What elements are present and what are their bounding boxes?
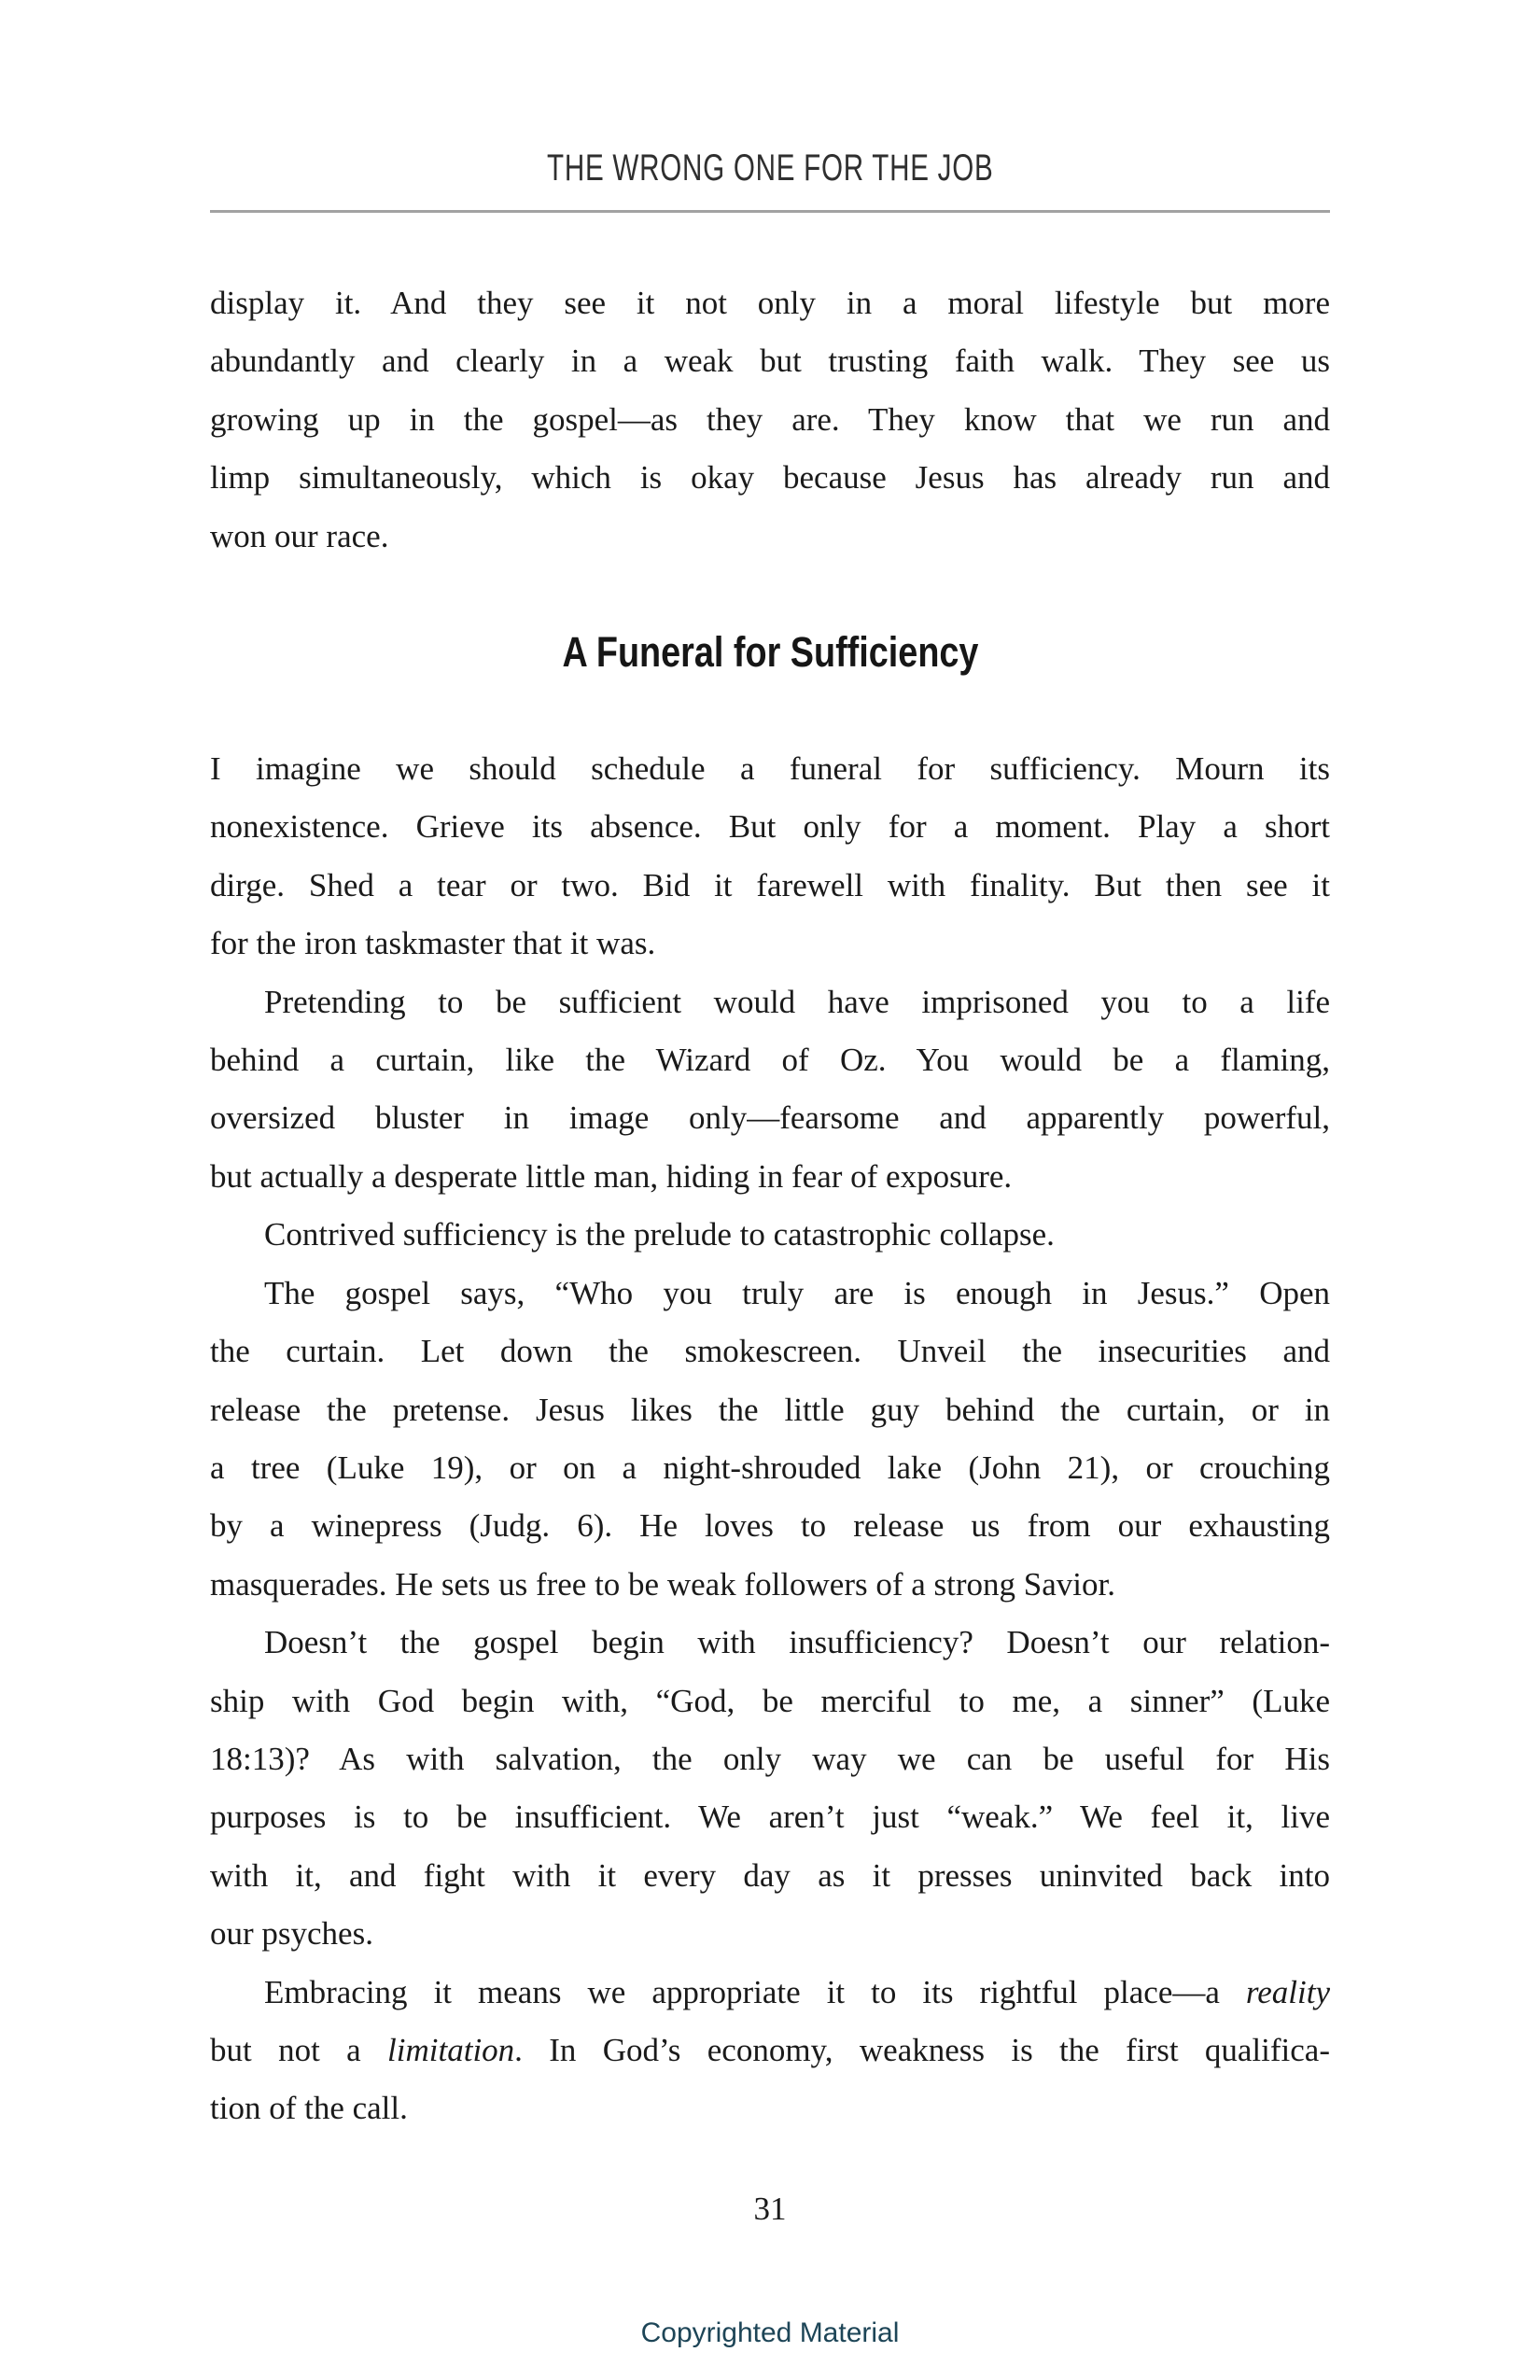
paragraph [210, 1206, 1330, 1264]
text-line: The gospel says, “Who you truly are is enough in Jesus.” Open [264, 1274, 1330, 1311]
text-line: limp simultaneously, which is okay because Jesus has already run and [210, 459, 1330, 497]
text-line: display it. And they see it not only in a moral lifestyle but more [210, 285, 1330, 321]
text-line: nonexistence. Grieve its absence. But only for a moment. Play a short [210, 808, 1330, 846]
running-head [0, 140, 1540, 204]
paragraph [210, 274, 1330, 566]
text-line: 18:13)? As with salvation, the only way we can be useful for His [210, 1740, 1330, 1777]
text-line: but actually a desperate little man, hiding in fear of exposure. [210, 1157, 1013, 1195]
running-head-text: THE WRONG ONE FOR THE JOB [546, 147, 994, 189]
text-line: a tree (Luke 19), or on a night-shrouded lake (John 21), or crouching [210, 1449, 1330, 1486]
text-line: abundantly and clearly in a weak but trusting faith walk. They see us [210, 343, 1330, 380]
section-heading-text: A Funeral for Sufficiency [562, 628, 978, 677]
body-text [210, 274, 1330, 2138]
paragraph [210, 973, 1330, 1207]
header-rule [210, 210, 1330, 213]
page-number: 31 [753, 2191, 787, 2227]
text-line: Contrived sufficiency is the prelude to catastrophic collapse. [264, 1216, 1055, 1253]
text-line: by a winepress (Judg. 6). He loves to release us from our exhausting [210, 1507, 1330, 1545]
text-line: growing up in the gospel—as they are. They know that we run and [210, 400, 1330, 438]
text-line: our psyches. [210, 1915, 373, 1953]
paragraph [210, 1265, 1330, 1614]
text-line: Embracing it means we appropriate it to its rightful place—a reality [264, 1973, 1330, 2010]
text-line: behind a curtain, like the Wizard of Oz. You would be a flaming, [210, 1042, 1330, 1079]
text-line: tion of the call. [210, 2090, 408, 2127]
text-line: won our race. [210, 517, 389, 554]
text-line: Pretending to be sufficient would have imprisoned you to a life [264, 983, 1330, 1020]
text-line: dirge. Shed a tear or two. Bid it farewell with finality. But then see it [210, 866, 1330, 903]
text-line: but not a limitation. In God’s economy, weakness is the first qualifica- [210, 2031, 1330, 2068]
text-line: ship with God begin with, “God, be merciful to me, a sinner” (Luke [210, 1682, 1330, 1719]
text-line: I imagine we should schedule a funeral for sufficiency. Mourn its [210, 750, 1330, 788]
paragraph [210, 1964, 1330, 2138]
text-line: release the pretense. Jesus likes the little guy behind the curtain, or in [210, 1391, 1330, 1428]
copyright-notice: Copyrighted Material [640, 2317, 900, 2348]
paragraph [210, 740, 1330, 973]
text-line: Doesn’t the gospel begin with insufficiency? Doesn’t our relation- [264, 1624, 1330, 1661]
text-line: for the iron taskmaster that it was. [210, 925, 656, 962]
text-line: with it, and fight with it every day as it presses uninvited back into [210, 1856, 1330, 1894]
text-line: masquerades. He sets us free to be weak followers of a strong Savior. [210, 1565, 1116, 1603]
paragraph [210, 1614, 1330, 1963]
text-line: the curtain. Let down the smokescreen. Unveil the insecurities and [210, 1333, 1330, 1370]
section-heading [210, 566, 1330, 740]
text-line: purposes is to be insufficient. We aren’t just “weak.” We feel it, live [210, 1799, 1330, 1836]
text-line: oversized bluster in image only—fearsome and apparently powerful, [210, 1099, 1330, 1137]
